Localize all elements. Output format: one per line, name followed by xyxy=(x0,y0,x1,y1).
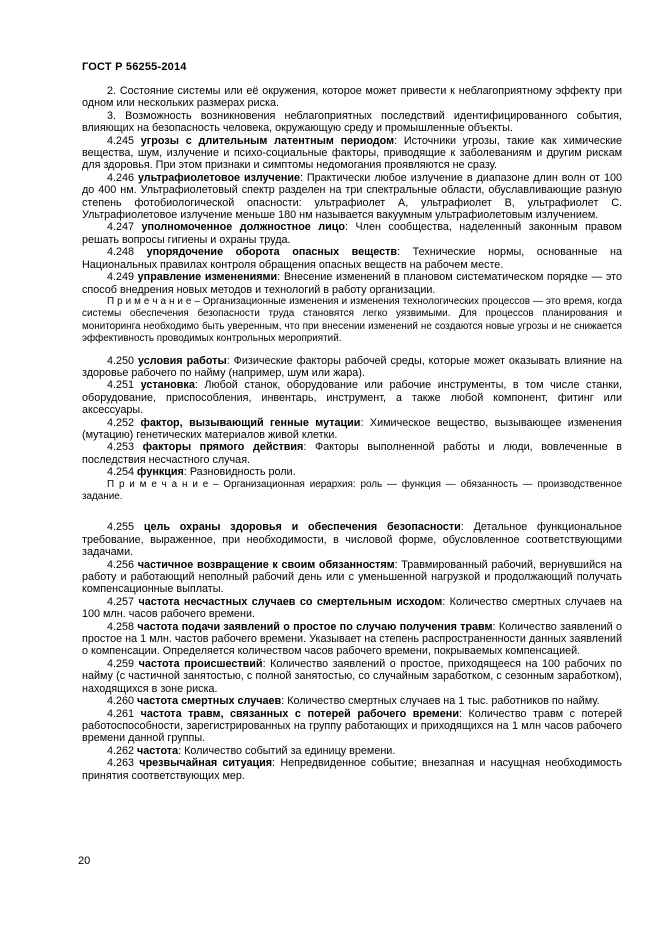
term-title: функция xyxy=(137,466,184,479)
term-definition: : Физические факторы рабочей среды, которые может оказывать влияние на здоровье рабочего по найму (например, шум или жара). xyxy=(82,354,622,379)
term-title: частота смертных случаев xyxy=(137,695,282,708)
term-paragraph xyxy=(82,466,622,478)
term-number: 4.255 xyxy=(107,521,144,534)
document-body xyxy=(82,85,622,782)
term-definition: : Член сообщества, наделенный законным правом решать вопросы гигиены и охраны труда. xyxy=(82,221,622,246)
term-number: 4.257 xyxy=(107,595,139,608)
term-title: уполномоченное должностное лицо xyxy=(141,221,345,234)
term-definition: : Количество смертных случаев на 1 тыс. работников по найму. xyxy=(281,695,600,708)
term-title: установка xyxy=(140,379,195,392)
term-title: управление изменениями xyxy=(137,271,278,284)
term-paragraph xyxy=(82,355,622,380)
term-title: частичное возвращение к своим обязанностям xyxy=(137,558,395,571)
term-paragraph xyxy=(82,172,622,222)
term-number: 4.246 xyxy=(107,171,138,184)
term-definition: : Количество заявлений о простое на 1 млн. частов рабочего времени. Указывает на степень распространенности данных заявлений о компенсации. Определяется количеством часов рабочего времени, покрываемых компенсацией. xyxy=(82,620,622,658)
term-definition: : Количество травм с потерей работоспособности, зарегистрированных на группу работающих и приходящихся на 1 млн часов рабочего времени данной группы. xyxy=(82,707,622,745)
term-number: 4.250 xyxy=(107,354,138,367)
term-paragraph xyxy=(82,221,622,246)
term-definition: : Разновидность роли. xyxy=(183,466,296,479)
term-title: фактор, вызывающий генные мутации xyxy=(140,416,361,429)
term-definition: : Травмированный рабочий, вернувшийся на работу и работающий неполный рабочий день или с уменьшенной нагрузкой и продолжающий получать компенсационные выплаты. xyxy=(82,558,622,596)
term-paragraph xyxy=(82,695,622,707)
term-definition: : Факторы выполненной работы и люди, вовлеченные в последствия несчастного случая. xyxy=(82,441,622,466)
paragraph: 2. Состояние системы или её окружения, которое может привести к неблагоприятному эффекту при одном или нескольких размерах риска. xyxy=(82,85,622,110)
term-title: цель охраны здоровья и обеспечения безопасности xyxy=(143,521,461,534)
note-text: Организационная иерархия: роль — функция — обязанность — производственное задание. xyxy=(82,478,622,502)
term-paragraph xyxy=(82,621,622,658)
term-title: упорядочение оборота опасных веществ xyxy=(146,246,398,259)
term-title: частота травм, связанных с потерей рабочего времени xyxy=(140,707,459,720)
term-definition: : Количество заявлений о простое, приходящееся на 100 рабочих по найму (с частичной занятостью, с полной занятостью, со случайным заработком, с сезонным заработком), находящихся в зоне риска. xyxy=(82,657,622,695)
term-title: чрезвычайная ситуация xyxy=(139,757,273,770)
term-number: 4.261 xyxy=(107,707,141,720)
term-paragraph xyxy=(82,135,622,172)
term-paragraph xyxy=(82,596,622,621)
page-number: 20 xyxy=(78,855,91,867)
term-number: 4.251 xyxy=(107,379,141,392)
term-paragraph xyxy=(82,271,622,296)
term-definition: : Количество смертных случаев на 100 млн. часов рабочего времени. xyxy=(82,595,623,621)
term-number: 4.258 xyxy=(107,620,138,633)
term-definition: : Непредвиденное событие; внезапная и насущная необходимость принятия соответствующих мер. xyxy=(82,757,622,782)
term-number: 4.248 xyxy=(107,246,147,259)
term-paragraph xyxy=(82,417,622,442)
term-definition: : Технические нормы, основанные на Национальных правилах контроля обращения опасных веществ на рабочем месте. xyxy=(82,246,622,271)
paragraph: 3. Возможность возникновения неблагоприятных последствий идентифицированного события, влияющих на безопасность человека, окружающую среду и промышленные объекты. xyxy=(82,109,622,135)
term-definition: : Количество событий за единицу времени. xyxy=(178,744,396,757)
term-paragraph xyxy=(82,745,622,757)
note-label: П р и м е ч а н и е – xyxy=(107,295,203,307)
term-title: частота xyxy=(137,744,179,757)
note-paragraph xyxy=(82,479,622,504)
term-title: частота подачи заявлений о простое по случаю получения травм xyxy=(137,620,493,633)
term-number: 4.262 xyxy=(107,744,138,757)
term-definition: : Источники угрозы, такие как химические вещества, шум, излучение и психо-социальные факторы, приводящие к заболеваниям и другим рискам для здоровья. При этом признаки и симптомы недомогания проявляются не сразу. xyxy=(82,134,622,172)
term-paragraph xyxy=(82,246,622,271)
term-paragraph xyxy=(82,757,622,782)
term-definition: : Внесение изменений в плановом систематическом порядке — это способ внедрения новых методов и технологий в работу организации. xyxy=(82,271,622,296)
term-number: 4.259 xyxy=(107,657,139,670)
note-paragraph xyxy=(82,296,622,346)
term-paragraph xyxy=(82,708,622,745)
term-definition: : Практически любое излучение в диапазоне длин волн от 100 до 400 нм. Ультрафиолетовый спектр разделен на три спектральные области, обуславливающие разную степень фотобиологической опасности: ультрафиолет А, ультрафиолет В, ультрафиолет С. Ультрафиолетовое излучение меньше 180 нм называется вакуумным ультрафиолетовым излучением. xyxy=(82,171,622,222)
term-number: 4.249 xyxy=(107,271,138,284)
term-number: 4.260 xyxy=(107,695,138,708)
term-paragraph xyxy=(82,441,622,466)
term-paragraph xyxy=(82,559,622,596)
term-paragraph xyxy=(82,379,622,416)
term-number: 4.254 xyxy=(107,466,138,479)
term-number: 4.247 xyxy=(107,221,142,234)
term-number: 4.252 xyxy=(107,416,141,429)
term-definition: : Любой станок, оборудование или рабочие инструменты, в том числе станки, оборудование, приспособления, инвентарь, инструмент, а также любой компонент, фитинг или аксессуары. xyxy=(82,379,622,417)
term-number: 4.256 xyxy=(107,558,138,571)
term-title: ультрафиолетовое излучение xyxy=(137,171,300,184)
term-title: условия работы xyxy=(137,354,227,367)
term-title: частота происшествий xyxy=(138,657,263,670)
standard-number-header: ГОСТ Р 56255-2014 xyxy=(82,61,187,73)
term-number: 4.245 xyxy=(107,134,141,147)
term-title: частота несчастных случаев со смертельным исходом xyxy=(138,595,443,608)
term-paragraph xyxy=(82,658,622,695)
note-label: П р и м е ч а н и е – xyxy=(107,478,224,490)
term-number: 4.253 xyxy=(107,441,143,454)
term-title: факторы прямого действия xyxy=(142,441,304,454)
term-title: угрозы с длительным латентным периодом xyxy=(140,134,395,147)
note-text: Организационные изменения и изменения технологических процессов — это время, когда системы обеспечения безопасности труда становятся легко уязвимыми. Для процессов планирования и мониторинга необходимо быть уверенным, что при внесении изменений не создаются новые угрозы и не снижается эффективность проводимых контрольных мероприятий. xyxy=(82,295,622,345)
term-number: 4.263 xyxy=(107,757,140,770)
term-definition: : Детальное функциональное требование, выраженное, при необходимости, в числовой форме, обусловленное соответствующими задачами. xyxy=(82,521,622,559)
term-paragraph xyxy=(82,521,622,558)
term-definition: : Химическое вещество, вызывающее изменения (мутацию) генетических материалов живой клетки. xyxy=(82,416,622,441)
